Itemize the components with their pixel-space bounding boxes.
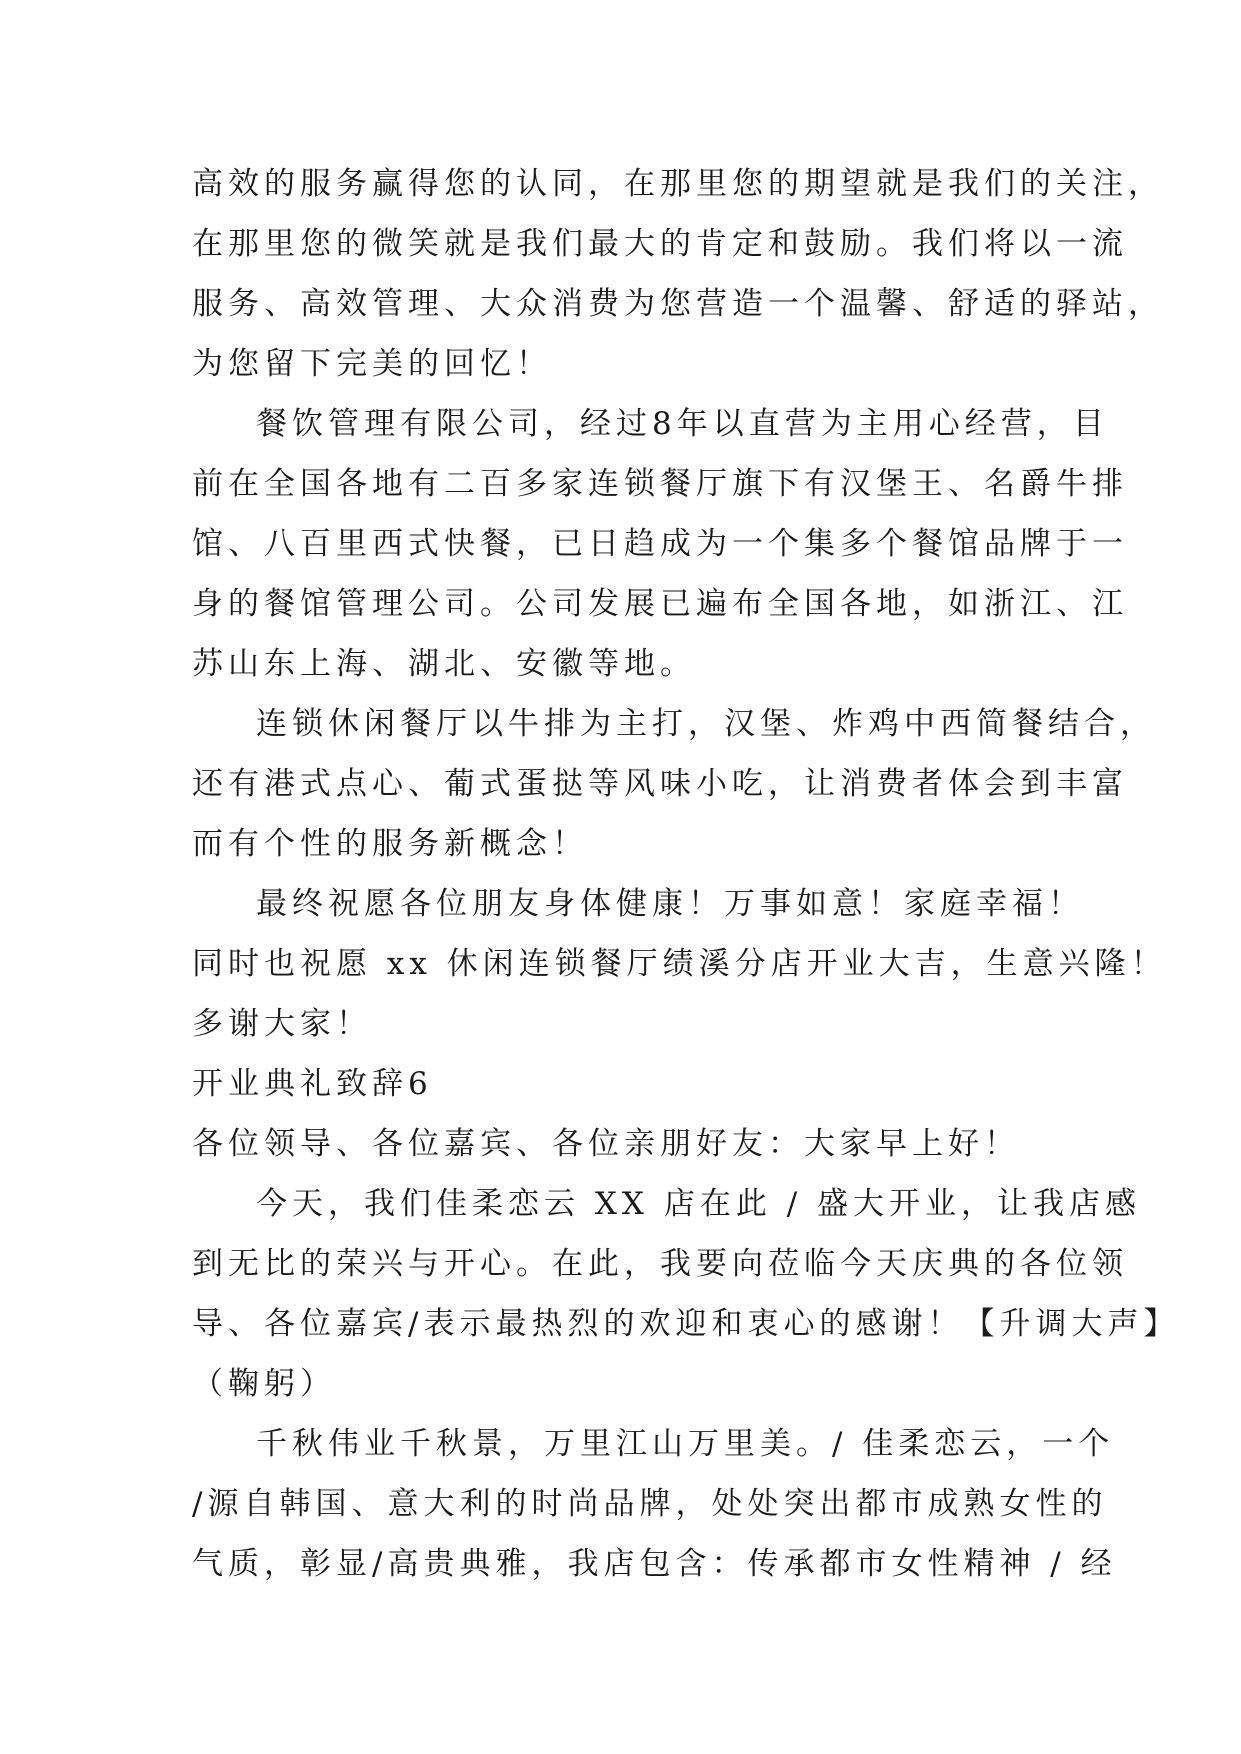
text-line: 苏山东上海、湖北、安徽等地。 — [192, 646, 696, 682]
text-line: 为您留下完美的回忆！ — [192, 346, 552, 382]
text-line: 服务、高效管理、大众消费为您营造一个温馨、舒适的驿站， — [192, 286, 1164, 322]
text-line: 高效的服务赢得您的认同，在那里您的期望就是我们的关注， — [192, 166, 1164, 202]
text-line: 而有个性的服务新概念！ — [192, 826, 588, 862]
text-line: 前在全国各地有二百多家连锁餐厅旗下有汉堡王、名爵牛排 — [192, 466, 1128, 502]
stage-direction: （鞠躬） — [192, 1366, 336, 1402]
paragraph-first-line: 最终祝愿各位朋友身体健康！万事如意！家庭幸福！ — [256, 886, 1084, 922]
text-line: 气质，彰显/高贵典雅，我店包含：传承都市女性精神 / 经 — [192, 1546, 1117, 1582]
paragraph-first-line: 连锁休闲餐厅以牛排为主打，汉堡、炸鸡中西简餐结合， — [256, 706, 1156, 742]
text-line: /源自韩国、意大利的时尚品牌，处处突出都市成熟女性的 — [192, 1486, 1108, 1522]
paragraph-first-line: 千秋伟业千秋景，万里江山万里美。/ 佳柔恋云，一个 — [256, 1426, 1115, 1462]
text-line: 导、各位嘉宾/表示最热烈的欢迎和衷心的感谢！【升调大声】 — [192, 1306, 1180, 1342]
text-line: 多谢大家！ — [192, 1006, 372, 1042]
text-line: 到无比的荣兴与开心。在此，我要向莅临今天庆典的各位领 — [192, 1246, 1128, 1282]
text-line: 在那里您的微笑就是我们最大的肯定和鼓励。我们将以一流 — [192, 226, 1128, 262]
text-line: 还有港式点心、葡式蛋挞等风味小吃，让消费者体会到丰富 — [192, 766, 1128, 802]
text-line: 身的餐馆管理公司。公司发展已遍布全国各地，如浙江、江 — [192, 586, 1128, 622]
section-heading: 开业典礼致辞6 — [192, 1066, 433, 1102]
text-line: 同时也祝愿 xx 休闲连锁餐厅绩溪分店开业大吉，生意兴隆！ — [192, 946, 1167, 982]
text-line: 馆、八百里西式快餐，已日趋成为一个集多个餐馆品牌于一 — [192, 526, 1128, 562]
paragraph-first-line: 餐饮管理有限公司，经过8年以直营为主用心经营，目 — [256, 406, 1109, 442]
paragraph-first-line: 今天，我们佳柔恋云 XX 店在此 / 盛大开业，让我店感 — [256, 1186, 1141, 1222]
salutation: 各位领导、各位嘉宾、各位亲朋好友：大家早上好！ — [192, 1126, 1020, 1162]
